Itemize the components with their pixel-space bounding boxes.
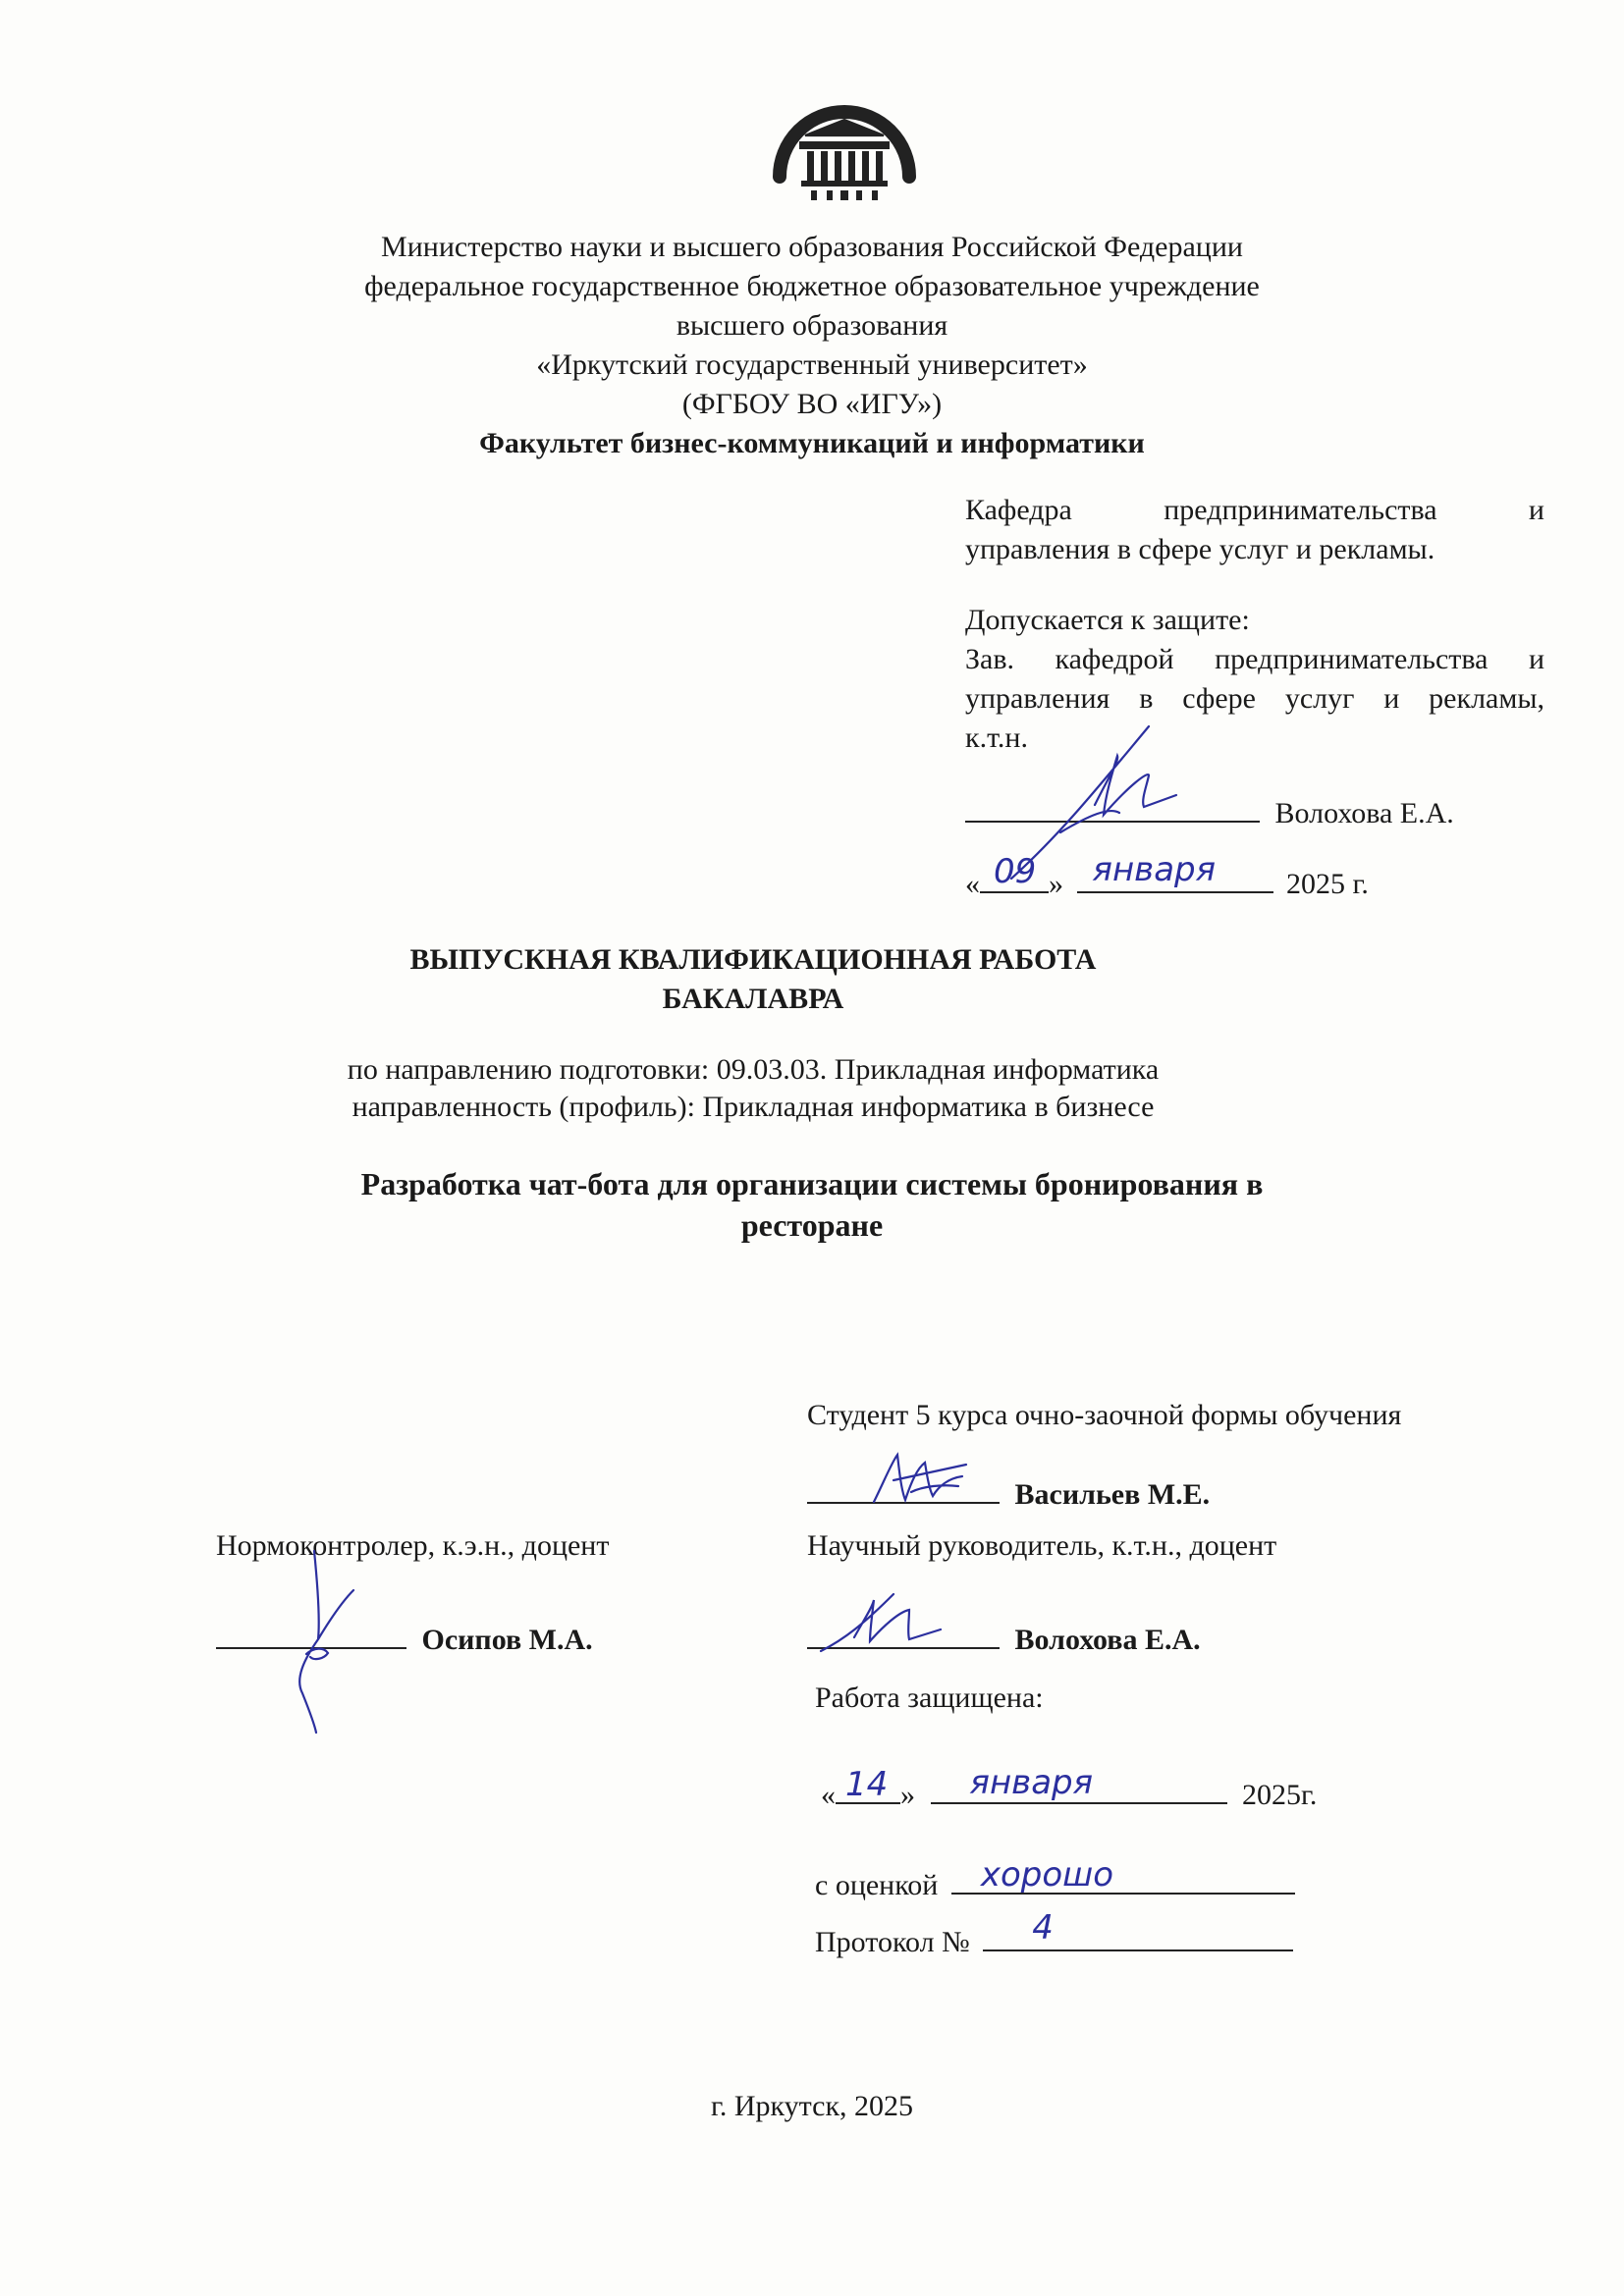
study-profile: направленность (профиль): Прикладная информатика в бизнесе xyxy=(352,1091,1155,1123)
ministry-line: Министерство науки и высшего образования Российской Федерации xyxy=(381,231,1243,263)
date-open-quote: « xyxy=(965,868,980,900)
supervisor-signature xyxy=(815,1580,952,1659)
approval-year-prefix: 202 xyxy=(1286,868,1330,900)
defense-month: января xyxy=(969,1763,1094,1802)
approval-date xyxy=(965,850,1369,904)
defense-day: 14 xyxy=(845,1765,889,1804)
department-block xyxy=(965,491,1544,569)
defense-date-close-quote: » xyxy=(900,1779,915,1811)
head-line-1: Зав. кафедрой предпринимательства и xyxy=(965,643,1544,675)
study-direction: по направлению подготовки: 09.03.03. Прикладная информатика xyxy=(347,1053,1160,1086)
thesis-title-line-1: Разработка чат-бота для организации системы бронирования в xyxy=(360,1166,1264,1201)
head-line-2: управления в сфере услуг и рекламы, xyxy=(965,682,1544,715)
student-signature xyxy=(864,1443,982,1512)
student-label: Студент 5 курса очно-заочной формы обучения xyxy=(807,1399,1402,1431)
university-logo xyxy=(766,86,923,202)
approval-day: 09 xyxy=(994,852,1037,891)
approval-month: января xyxy=(1092,850,1217,889)
grade-label: с оценкой xyxy=(815,1869,939,1901)
normcontroller-signature-line xyxy=(216,1618,593,1660)
defense-year: 2025г. xyxy=(1242,1779,1318,1811)
protocol-label: Протокол № xyxy=(815,1926,970,1958)
grade-row xyxy=(815,1855,1295,1905)
thesis-title-line-2: ресторане xyxy=(740,1207,884,1243)
supervisor-name: Волохова Е.А. xyxy=(1014,1624,1201,1656)
grade-value: хорошо xyxy=(980,1855,1114,1895)
approval-year-suffix: 5 г. xyxy=(1330,868,1369,900)
normcontroller-signature xyxy=(285,1531,373,1737)
admitted-label: Допускается к защите: xyxy=(965,604,1250,636)
work-type-line-2: БАКАЛАВРА xyxy=(662,983,844,1015)
institution-type-line: федеральное государственное бюджетное образовательное учреждение xyxy=(364,270,1260,302)
faculty-name: Факультет бизнес-коммуникаций и информатики xyxy=(479,427,1145,459)
department-line-2: управления в сфере услуг и рекламы. xyxy=(965,533,1435,565)
head-degree: к.т.н. xyxy=(965,721,1028,754)
defense-label: Работа защищена: xyxy=(815,1682,1044,1714)
education-level-line: высшего образования xyxy=(676,309,948,342)
head-name: Волохова Е.А. xyxy=(1274,797,1454,829)
normcontroller-label: Нормоконтролер, к.э.н., доцент xyxy=(216,1529,610,1562)
defense-date xyxy=(821,1763,1318,1815)
department-line-1: Кафедра предпринимательства и xyxy=(965,494,1544,526)
city-year: г. Иркутск, 2025 xyxy=(710,2090,914,2122)
student-name: Васильев М.Е. xyxy=(1014,1478,1211,1511)
defense-date-open-quote: « xyxy=(821,1779,836,1811)
date-close-quote: » xyxy=(1049,868,1063,900)
protocol-row xyxy=(815,1908,1293,1962)
protocol-value: 4 xyxy=(1032,1908,1054,1948)
work-type-line-1: ВЫПУСКНАЯ КВАЛИФИКАЦИОННАЯ РАБОТА xyxy=(409,943,1097,976)
normcontroller-name: Осипов М.А. xyxy=(421,1624,593,1656)
supervisor-label: Научный руководитель, к.т.н., доцент xyxy=(807,1529,1277,1562)
university-abbreviation: (ФГБОУ ВО «ИГУ») xyxy=(681,388,943,420)
university-name: «Иркутский государственный университет» xyxy=(536,348,1088,381)
